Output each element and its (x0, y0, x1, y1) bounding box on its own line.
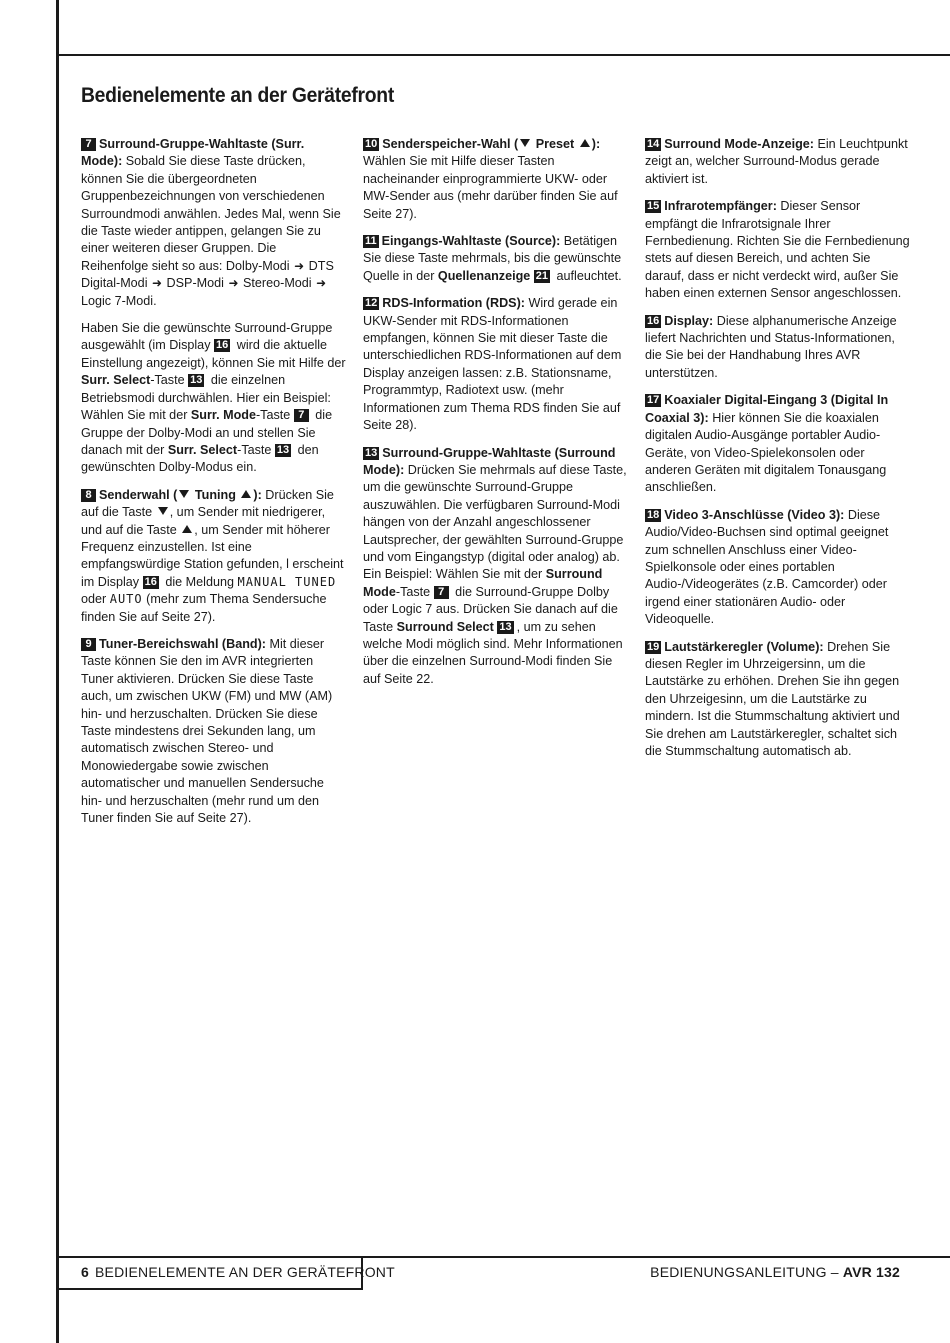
ref-number: 16 (216, 339, 229, 352)
ref-number: 7 (434, 586, 449, 599)
section-14 (645, 136, 910, 188)
section-heading: Surround-Gruppe-Wahltaste (Surr. Mode): (81, 137, 305, 169)
section-heading: RDS-Information (RDS): (382, 296, 525, 311)
section-heading: ): (253, 487, 262, 502)
arrow-right-icon: ➜ (316, 276, 327, 291)
model-name: AVR 132 (842, 1264, 900, 1280)
body-text: , um Sender mit niedrigerer, und auf die Taste (81, 505, 326, 537)
body-text: DTS Digital-Modi (81, 258, 334, 291)
footer-left (81, 1264, 395, 1280)
key-name: Quellenanzeige (437, 268, 531, 283)
section-heading: Senderwahl ( (99, 487, 178, 502)
down-triangle-icon (179, 490, 189, 498)
body-text: Drücken Sie mehrmals auf diese Taste, um die gewünschte Surround-Gruppe auszuwählen. Die verfügbaren Surround-Modi hängen von der Anzahl angeschlossener Lautsprecher, der gewählten Surround-Gruppe und vom Eingangstyp (digital oder analog) ab. Ein Beispiel: Wählen Sie mit der (363, 462, 627, 582)
body-text: Sobald Sie diese Taste drücken, können Sie die übergeordneten Gruppenbezeichnungen von verschiedenen Surroundmodi anwählen. Jedes Mal, wenn Sie die Taste wieder antippen, gelangen Sie zu einer weiteren dieser Gruppen. Die Reihenfolge sieht so aus: Dolby-Modi (81, 154, 341, 273)
body-text: Wählen Sie mit Hilfe dieser Tasten nacheinander einprogrammierte UKW- oder MW-Sender aus (mehr darüber finden Sie auf Seite 27). (363, 154, 618, 221)
section-heading: Preset (532, 137, 578, 151)
section-7 (81, 136, 346, 310)
section-10 (363, 136, 628, 223)
section-heading: Senderspeicher-Wahl ( (382, 137, 519, 151)
ref-number: 13 (190, 374, 203, 387)
section-11 (363, 233, 628, 285)
body-text: aufleuchtet. (553, 268, 622, 283)
body-text: Mit dieser Taste können Sie den im AVR integrierten Tuner aktivieren. Drücken Sie diese Taste auch, um zwischen UKW (FM) und MW (AM) hin- und herzuschalten. Drücken Sie diese Taste mindestens drei Sekunden lang, um automatisch zwischen Stereo- und Monowiedergabe sowie zwischen automatischer und manuellen Sendersuche hin- und herzuschalten (mehr rund um den Tuner finden Sie auf Seite 27). (81, 636, 333, 826)
down-triangle-icon (520, 139, 530, 147)
body-text: oder (81, 592, 110, 607)
column-1 (81, 136, 346, 837)
section-17 (645, 392, 910, 496)
body-text: , um zu sehen welche Modi möglich sind. Mehr Informationen über die einzelnen Surround-Modi finden Sie auf Seite 22. (363, 619, 623, 686)
column-3 (645, 136, 910, 770)
ref-number: 10 (365, 138, 378, 150)
ref-number: 8 (81, 489, 96, 502)
key-name: Surr. Select (167, 442, 238, 457)
body-text: Diese alphanumerische Anzeige liefert Nachrichten und Status-Informationen, die Sie bei der Handhabung Ihres AVR unterstützen. (645, 313, 897, 380)
footer-section-label: BEDIENELEMENTE AN DER GERÄTEFRONT (95, 1264, 395, 1280)
body-text: die Gruppe der Dolby-Modi an und stellen Sie danach mit der (81, 408, 333, 457)
page-number: 6 (81, 1264, 89, 1280)
arrow-right-icon: ➜ (294, 258, 305, 273)
key-name: Surround Mode (363, 567, 603, 599)
key-name: Surround Select (396, 619, 494, 634)
ref-number: 13 (365, 446, 378, 459)
body-text: Hier können Sie die koaxialen digitalen Audio-Ausgänge portabler Audio-Geräte, von Video-Spielekonsolen oder anderen Geräten mit digitalem Tonausgang anschließen. (645, 410, 887, 495)
ref-number: 9 (81, 638, 96, 651)
body-text: Logic 7-Modi. (81, 293, 157, 308)
body-text: -Taste (255, 408, 294, 423)
section-heading: Eingangs-Wahltaste (Source): (381, 234, 561, 249)
key-name: Surr. Select (81, 373, 151, 388)
body-text: Diese Audio/Video-Buchsen sind optimal geeignet zum schnellen Anschluss einer Video-Spielkonsole oder eines portablen Audio-/Videogerätes (z.B. Camcorder) oder irgend einer stationären Audio- oder Videoquelle. (645, 507, 889, 627)
section-heading: Tuner-Bereichswahl (Band): (99, 636, 267, 651)
ref-number: 15 (647, 200, 660, 213)
arrow-right-icon: ➜ (152, 276, 163, 291)
section-heading: ): (591, 137, 601, 151)
body-text: -Taste (237, 442, 275, 457)
paragraph-surround-example (81, 320, 346, 477)
up-triangle-icon (182, 525, 192, 533)
body-text: die Meldung (161, 574, 238, 589)
ref-number: 16 (144, 575, 157, 588)
section-heading: Koaxialer Digital-Eingang 3 (Digital In Coaxial 3): (645, 393, 889, 425)
ref-number: 7 (294, 409, 309, 422)
body-text: Haben Sie die gewünschte Surround-Gruppe ausgewählt (im Display (81, 321, 333, 353)
up-triangle-icon (241, 490, 251, 498)
section-15 (645, 198, 910, 302)
page-title: Bedienelemente an der Gerätefront (81, 84, 394, 107)
section-12 (363, 295, 628, 434)
ref-number: 11 (365, 235, 377, 248)
section-heading: Tuning (191, 487, 240, 502)
ref-number: 19 (647, 640, 660, 653)
section-heading: Surround Mode-Anzeige: (664, 137, 814, 151)
section-16 (645, 313, 910, 383)
section-19 (645, 639, 910, 761)
ref-number: 12 (365, 297, 378, 310)
ref-number: 13 (499, 620, 512, 633)
body-text: Wird gerade ein UKW-Sender mit RDS-Informationen empfangen, können Sie mit dieser Taste die unterschiedlichen RDS-Informationen auf dem Display anzeigen lassen: z.B. Stationsname, Programmtyp, Radiotext usw. (mehr Informationen zum Thema RDS finden Sie auf Seite 28). (363, 296, 622, 433)
body-text: die Surround-Gruppe Dolby oder Logic 7 aus. Drücken Sie danach auf die Taste (363, 584, 618, 634)
body-text: -Taste (395, 584, 434, 599)
section-heading: Display: (664, 313, 714, 328)
body-text: Ein Leuchtpunkt zeigt an, welcher Surround-Modus gerade aktiviert ist. (645, 137, 908, 186)
section-heading: Surround-Gruppe-Wahltaste (Surround Mode): (363, 445, 616, 477)
body-text: den gewünschten Dolby-Modus ein. (81, 442, 319, 475)
body-text: wird die aktuelle Einstellung angezeigt), können Sie mit Hilfe der (81, 338, 346, 370)
body-text: die einzelnen Betriebsmodi durchwählen. Hier ein Beispiel: Wählen Sie mit der (81, 373, 331, 423)
footer-right (650, 1264, 900, 1280)
section-9 (81, 636, 346, 827)
arrow-right-icon: ➜ (228, 276, 239, 291)
section-13 (363, 445, 628, 689)
body-text: Stereo-Modi (239, 276, 316, 291)
ref-number: 13 (276, 443, 290, 456)
display-message: AUTO (109, 592, 143, 607)
section-heading: Lautstärkeregler (Volume): (664, 639, 824, 654)
ref-number: 17 (647, 394, 660, 407)
body-text: Betätigen Sie diese Taste mehrmals, bis die gewünschte Quelle in der (363, 234, 622, 283)
ref-number: 7 (81, 138, 96, 151)
footer-manual-label: BEDIENUNGSANLEITUNG – (650, 1264, 843, 1280)
ref-number: 18 (647, 508, 660, 521)
ref-number: 14 (647, 138, 660, 150)
up-triangle-icon (580, 139, 590, 147)
key-name: Surr. Mode (190, 408, 256, 423)
section-18 (645, 507, 910, 629)
display-message: MANUAL TUNED (237, 574, 337, 589)
section-heading: Video 3-Anschlüsse (Video 3): (664, 507, 845, 522)
body-text: (mehr zum Thema Sendersuche finden Sie auf Seite 27). (81, 592, 327, 624)
ref-number: 16 (647, 314, 660, 327)
section-8 (81, 487, 346, 626)
body-text: Drücken Sie auf die Taste (81, 487, 334, 520)
body-text: Drehen Sie diesen Regler im Uhrzeigersinn, um die Lautstärke zu erhöhen. Drehen Sie ihn gegen den Uhrzeigesinn, um die Lautstärke zu mindern. Ist die Stummschaltung aktiviert und Sie drehen am Lautstärkeregler, schaltet sich die Stummschaltung automatisch ab. (645, 639, 900, 758)
body-text: DSP-Modi (163, 276, 228, 291)
column-2 (363, 136, 628, 698)
down-triangle-icon (158, 507, 168, 515)
ref-number: 21 (535, 269, 549, 282)
body-text: , um Sender mit höherer Frequenz einzustellen. Ist eine empfangswürdige Station gefunden, l erscheint im Display (81, 522, 344, 589)
body-text: Dieser Sensor empfängt die Infrarotsignale Ihrer Fernbedienung. Richten Sie die Fernbedienung stets auf diesen Bereich, und achten Sie darauf, dass er nicht verdeckt wird, außer Sie haben einen externen Sensor angeschlossen. (645, 199, 910, 301)
top-rule (56, 54, 950, 56)
body-text: -Taste (150, 373, 189, 388)
section-heading: Infrarotempfänger: (664, 199, 777, 214)
left-spine-rule (56, 0, 59, 1343)
